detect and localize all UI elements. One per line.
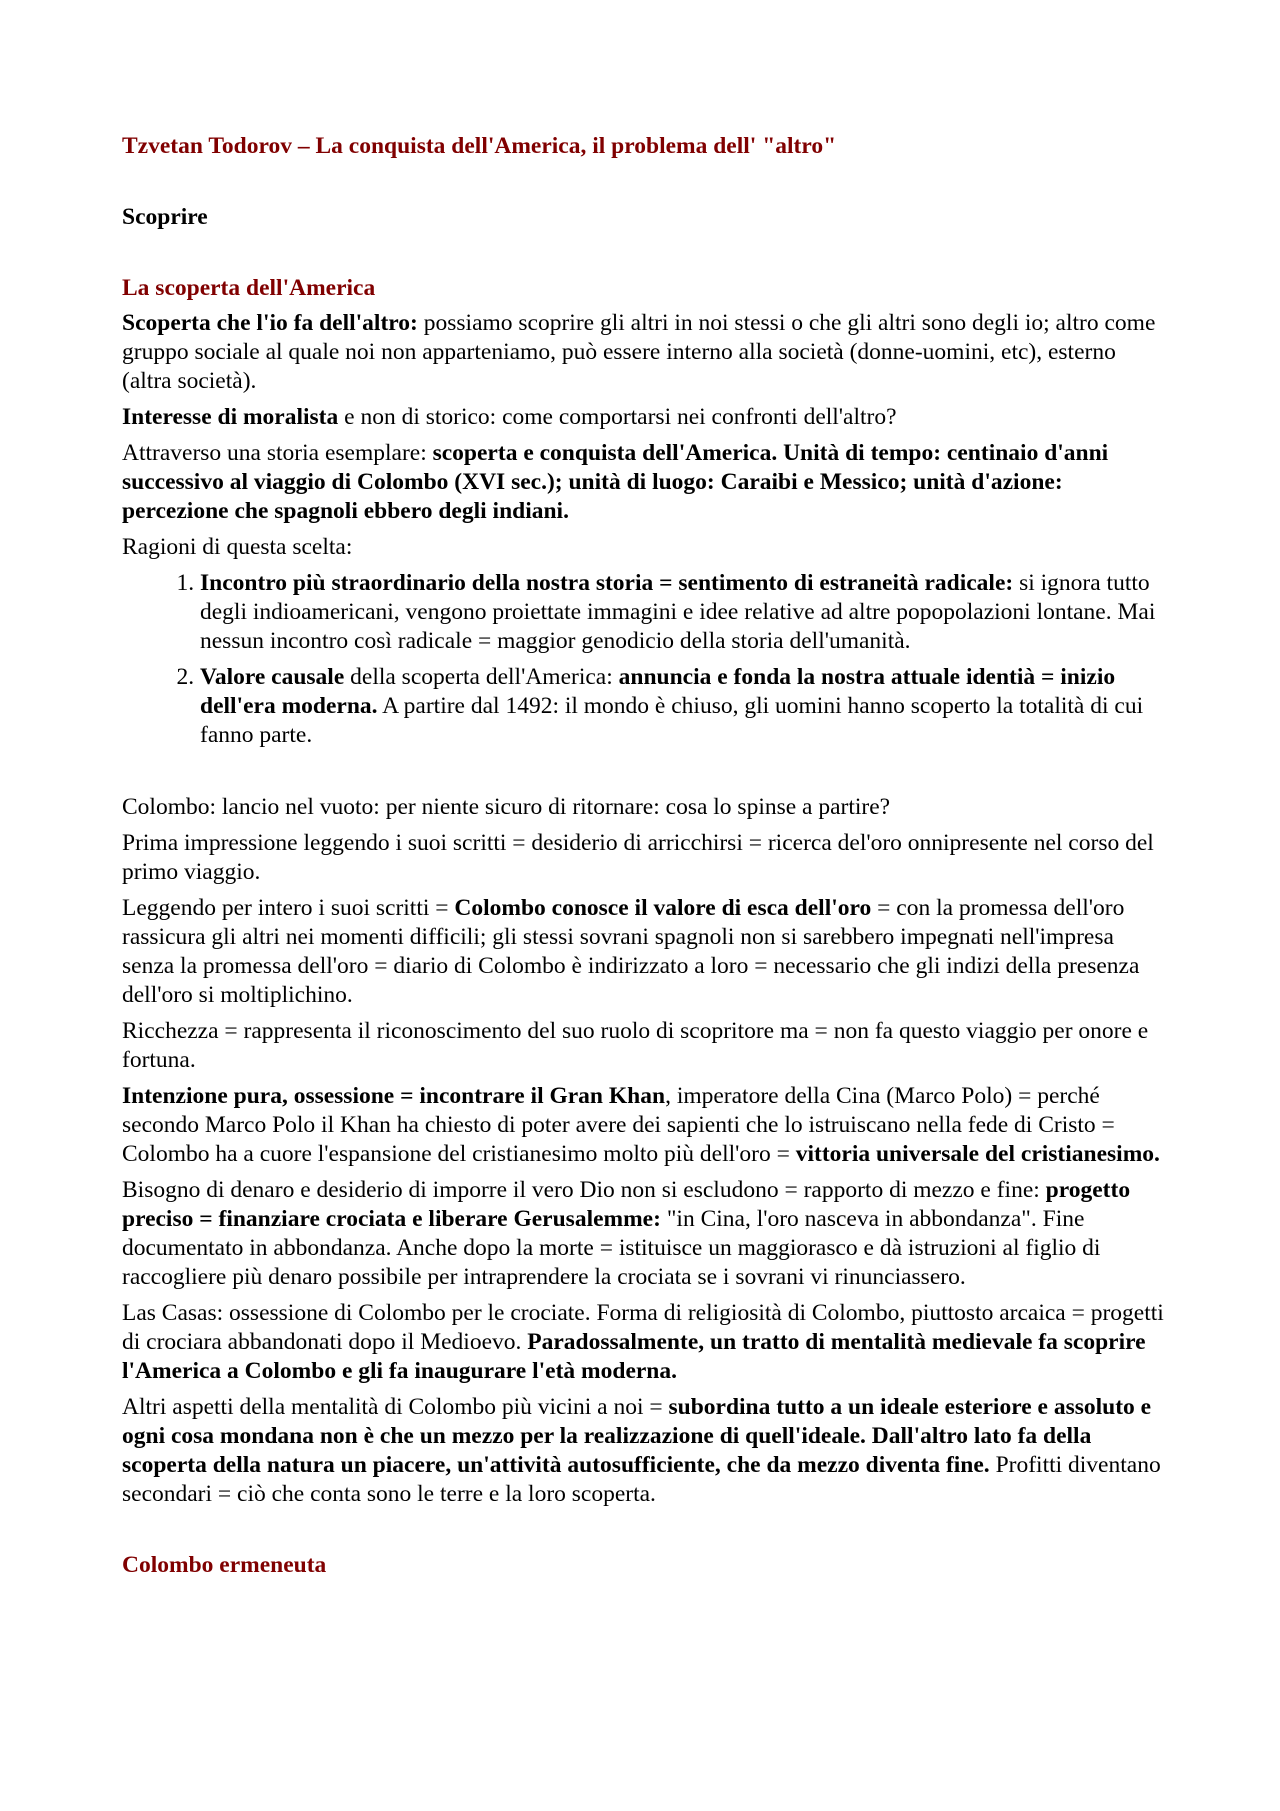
bold-run: Paradossalmente, un tratto di mentalità medievale fa scoprire l'America a Colombo e gli fa inaugurare l'età moderna. [122,1329,1146,1384]
bold-run: annuncia e fonda la nostra attuale identià = inizio dell'era moderna. [200,664,1116,719]
list-item: 2. Valore causale della scoperta dell'America: annuncia e fonda la nostra attuale identià = inizio dell'era moderna. A partire dal 1492: il mondo è chiuso, gli uomini hanno scoperto la totalità di cui fanno parte. [200,663,1170,750]
bold-run: Intenzione pura, ossessione = incontrare il Gran Khan [122,1083,666,1109]
document-title: Tzvetan Todorov – La conquista dell'America, il problema dell' "altro" [122,133,837,159]
paragraph: Las Casas: ossessione di Colombo per le crociate. Forma di religiosità di Colombo, piuttosto arcaica = progetti di crociara abbandonati dopo il Medioevo. Paradossalmente, un tratto di mentalità medievale fa scoprire l'America a Colombo e gli fa inaugurare l'età moderna. [122,1300,1164,1384]
subheading-ermeneuta: Colombo ermeneuta [122,1552,327,1578]
paragraph: Attraverso una storia esemplare: scoperta e conquista dell'America. Unità di tempo: centinaio d'anni successivo al viaggio di Colombo (XVI sec.); unità di luogo: Caraibi e Messico; unità d'azione: percezione che spagnoli ebbero degli indiani. [122,440,1109,524]
bold-run: Interesse di moralista [122,404,339,430]
bold-run: Scoperta che l'io fa dell'altro: [122,310,418,336]
bold-run: progetto preciso = finanziare crociata e liberare Gerusalemme: [122,1177,1131,1232]
paragraph: Scoperta che l'io fa dell'altro: possiamo scoprire gli altri in noi stessi o che gli altri sono degli io; altro come gruppo sociale al quale noi non apparteniamo, può essere interno alla società (donne-uomini, etc), esterno (altra società). [122,310,1156,394]
bold-run: subordina tutto a un ideale esteriore e assoluto e ogni cosa mondana non è che un mezzo per la realizzazione di quell'ideale. Dall'altro lato fa della scoperta della natura un piacere, un'attività autosufficiente, che da mezzo diventa fine. [122,1394,1152,1478]
spacer [122,757,1170,793]
bold-run: Valore causale [200,664,345,690]
bold-run: Incontro più straordinario della nostra storia = sentimento di estraneità radicale: [200,570,1014,596]
subheading-scoperta: La scoperta dell'America [122,275,376,301]
paragraph: Prima impressione leggendo i suoi scritti = desiderio di arricchirsi = ricerca del'oro onnipresente nel corso del primo viaggio. [122,830,1154,885]
paragraph: Interesse di moralista e non di storico: come comportarsi nei confronti dell'altro? [122,404,897,430]
section-heading: Scoprire [122,204,208,230]
bold-run: vittoria universale del cristianesimo. [795,1141,1160,1167]
paragraph: Colombo: lancio nel vuoto: per niente sicuro di ritornare: cosa lo spinse a partire? [122,794,891,820]
paragraph: Ragioni di questa scelta: [122,534,353,560]
paragraph: Altri aspetti della mentalità di Colombo più vicini a noi = subordina tutto a un ideale esteriore e assoluto e ogni cosa mondana non è che un mezzo per la realizzazione di quell'ideale. Dall'altro lato fa della scoperta della natura un piacere, un'attività autosufficiente, che da mezzo diventa fine. Profitti diventano secondari = ciò che conta sono le terre e la loro scoperta. [122,1394,1161,1507]
paragraph: Ricchezza = rappresenta il riconoscimento del suo ruolo di scopritore ma = non fa questo viaggio per onore e fortuna. [122,1018,1149,1073]
paragraph: Intenzione pura, ossessione = incontrare il Gran Khan, imperatore della Cina (Marco Polo) = perché secondo Marco Polo il Khan ha chiesto di poter avere dei sapienti che lo istruiscano nella fede di Cristo = Colombo ha a cuore l'espansione del cristianesimo molto più dell'oro = vittoria universale del cristianesimo. [122,1083,1160,1167]
reasons-list [122,569,1170,750]
bold-run: Colombo conosce il valore di esca dell'oro [454,895,872,921]
paragraph: Bisogno di denaro e desiderio di imporre il vero Dio non si escludono = rapporto di mezzo e fine: progetto preciso = finanziare crociata e liberare Gerusalemme: "in Cina, l'oro nasceva in abbondanza". Fine documentato in abbondanza. Anche dopo la morte = istituisce un maggiorasco e dà istruzioni al figlio di raccogliere più denaro possibile per intraprendere la crociata se i sovrani vi rinunciassero. [122,1177,1131,1290]
list-item: 1. Incontro più straordinario della nostra storia = sentimento di estraneità radicale: si ignora tutto degli indioamericani, vengono proiettate immagini e idee relative ad altre popopolazioni lontane. Mai nessun incontro così radicale = maggior genodicio della storia dell'umanità. [200,569,1170,656]
paragraph: Leggendo per intero i suoi scritti = Colombo conosce il valore di esca dell'oro = con la promessa dell'oro rassicura gli altri nei momenti difficili; gli stessi sovrani spagnoli non si sarebbero impegnati nell'impresa senza la promessa dell'oro = diario di Colombo è indirizzato a loro = necessario che gli indizi della presenza dell'oro si moltiplichino. [122,895,1140,1008]
bold-run: scoperta e conquista dell'America. Unità di tempo: centinaio d'anni successivo al viaggio di Colombo (XVI sec.); unità di luogo: Caraibi e Messico; unità d'azione: percezione che spagnoli ebbero degli indiani. [122,440,1109,524]
